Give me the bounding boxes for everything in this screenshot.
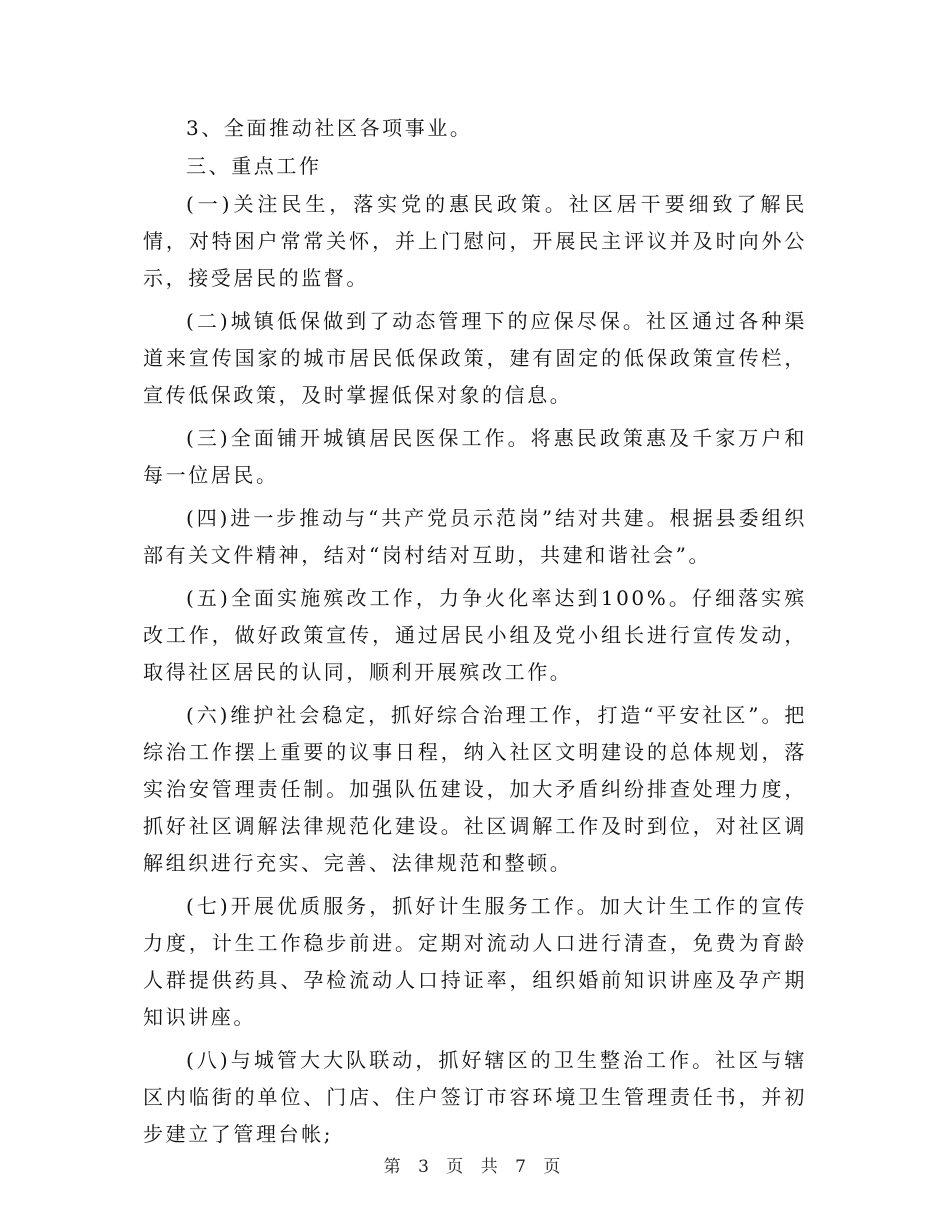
- paragraph-4-party-pairing: (四)进一步推动与“共产党员示范岗”结对共建。根据县委组织部有关文件精神，结对“岗村结对互助，共建和谐社会”。: [143, 506, 807, 567]
- paragraph-3-medical-insurance: (三)全面铺开城镇居民医保工作。将惠民政策惠及千家万户和每一位居民。: [143, 426, 807, 487]
- paragraph-6-social-stability: (六)维护社会稳定，抓好综合治理工作，打造“平安社区”。把综治工作摆上重要的议事日程，纳入社区文明建设的总体规划，落实治安管理责任制。加强队伍建设，加大矛盾纠纷排查处理力度，抓好社区调解法律规范化建设。社区调解工作及时到位，对社区调解组织进行充实、完善、法律规范和整顿。: [143, 703, 807, 875]
- paragraph-7-family-planning: (七)开展优质服务，抓好计生服务工作。加大计生工作的宣传力度，计生工作稳步前进。定期对流动人口进行清查，免费为育龄人群提供药具、孕检流动人口持证率，组织婚前知识讲座及孕产期知识讲座。: [143, 894, 807, 1029]
- paragraph-1-livelihood: (一)关注民生，落实党的惠民政策。社区居干要细致了解民情，对特困户常常关怀，并上门慰问，开展民主评议并及时向外公示，接受居民的监督。: [143, 192, 807, 290]
- section-heading-key-work: 三、重点工作: [186, 154, 322, 178]
- page-number-footer: 第 3 页 共 7 页: [383, 1157, 567, 1177]
- paragraph-item-3: 3、全面推动社区各项事业。: [186, 116, 473, 140]
- paragraph-5-funeral-reform: (五)全面实施殡改工作，力争火化率达到100%。仔细落实殡改工作，做好政策宣传，通过居民小组及党小组长进行宣传发动，取得社区居民的认同，顺利开展殡改工作。: [143, 586, 807, 684]
- document-body: [143, 110, 807, 1159]
- paragraph-8-sanitation: (八)与城管大大队联动，抓好辖区的卫生整治工作。社区与辖区内临街的单位、门店、住户签订市容环境卫生管理责任书，并初步建立了管理台帐;: [143, 1048, 807, 1146]
- paragraph-2-low-income-insurance: (二)城镇低保做到了动态管理下的应保尽保。社区通过各种渠道来宣传国家的城市居民低保政策，建有固定的低保政策宣传栏，宣传低保政策，及时掌握低保对象的信息。: [143, 309, 807, 407]
